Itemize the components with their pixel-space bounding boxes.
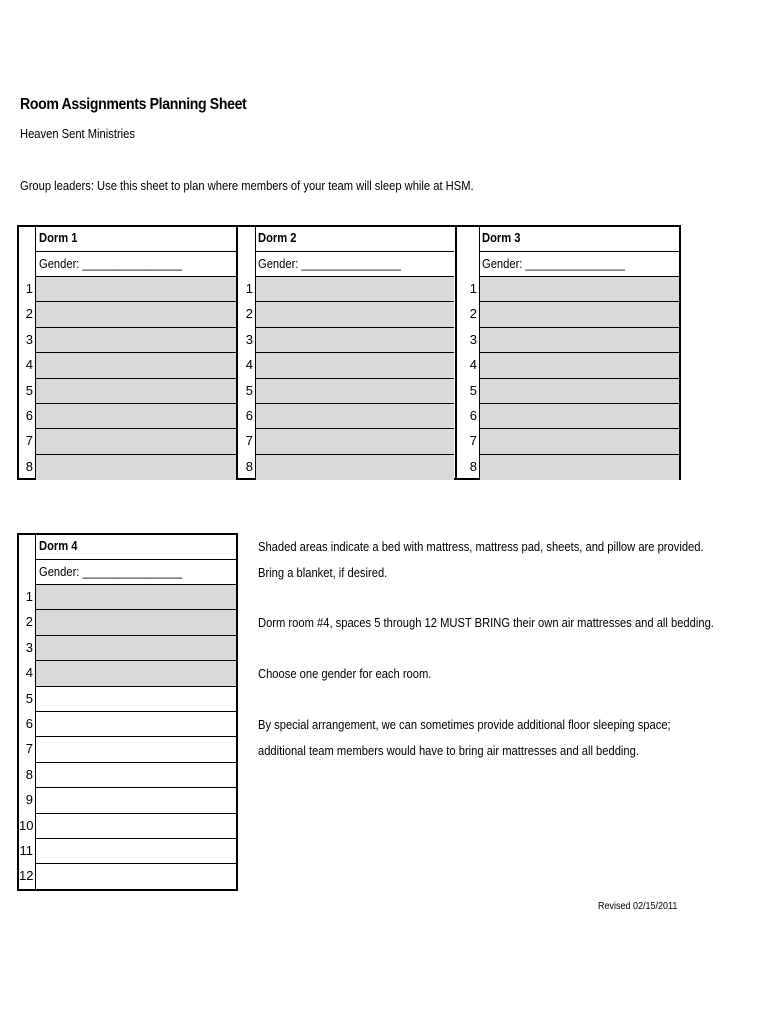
dorm-3-bed-name-field[interactable] [480,302,679,327]
dorm-4-bed-name-field[interactable] [36,763,236,788]
dorm-1-bed-number: 1 [25,281,33,296]
dorm-1-bed-name-field[interactable] [36,328,236,353]
dorm-2-bed-name-field[interactable] [256,302,454,327]
organization-name: Heaven Sent Ministries [20,126,135,141]
dorm-3-bed-name-field[interactable] [480,455,679,480]
dorm-2-bed-number: 8 [245,458,253,474]
dorm-4-number-separator [19,609,35,610]
dorm-4-bed-name-field[interactable] [36,687,236,712]
dorm-4-number-separator [19,762,35,763]
dorm-3-number-separator [457,301,479,302]
dorm-4-gender-field[interactable]: Gender: ________________ [39,564,182,579]
dorm-4-bed-number: 1 [25,589,33,604]
dorm-1-bed-number: 8 [25,458,33,474]
dorm-1-bed-name-field[interactable] [36,404,236,429]
dorm-4-bed-number: 12 [19,868,34,884]
dorm-4-bed-name-field[interactable] [36,610,236,635]
dorm-3-bed-name-field[interactable] [480,353,679,378]
note-dorm-4-bedding: Dorm room #4, spaces 5 through 12 MUST BRING their own air mattresses and all bedding. [258,615,714,630]
dorm-3-number-separator [457,403,479,404]
dorm-3-bed-number: 8 [469,458,477,474]
dorm-2-bed-number: 7 [245,433,253,449]
dorm-2-bed-name-field[interactable] [256,379,454,404]
dorm-1-number-separator [19,454,35,455]
dorm-4-gender-cell [36,560,236,585]
dorm-4-bed-name-field[interactable] [36,636,236,661]
dorm-3-name-cell [480,227,679,252]
dorm-2-bed-number: 5 [245,382,253,398]
dorm-1-bed-name-field[interactable] [36,455,236,480]
dorm-2-bed-number: 1 [245,281,253,296]
dorm-1-bed-number: 5 [25,382,33,398]
dorm-3-bed-number: 3 [469,331,477,347]
dorm-3-name: Dorm 3 [482,230,521,245]
dorm-2-number-separator [238,352,255,353]
dorm-2-number-separator [238,454,255,455]
dorm-1-number-separator [19,352,35,353]
dorm-4-name: Dorm 4 [39,538,78,553]
dorm-2-bed-name-field[interactable] [256,455,454,480]
dorm-4-bed-number: 5 [25,690,33,706]
dorm-1-number-separator [19,301,35,302]
dorm-1-name-cell [36,227,236,252]
dorm-1-bed-number: 3 [25,331,33,347]
dorm-2-number-separator [238,327,255,328]
dorm-4-number-separator [19,863,35,864]
dorm-2-name: Dorm 2 [258,230,297,245]
dorm-2-bed-name-field[interactable] [256,429,454,454]
dorm-4-number-separator [19,787,35,788]
dorm-4-number-separator [19,686,35,687]
dorm-2-bed-name-field[interactable] [256,328,454,353]
dorm-4-bed-name-field[interactable] [36,788,236,813]
dorm-3-number-separator [457,454,479,455]
dorm-4-bed-number: 8 [25,766,33,782]
dorm-3-bed-number: 2 [469,306,477,322]
dorm-1-bed-number: 4 [25,357,33,373]
dorm-3-number-separator [457,378,479,379]
dorm-4-bed-name-field[interactable] [36,585,236,610]
dorm-4-number-separator [19,838,35,839]
note-additional-members: additional team members would have to bring air mattresses and all bedding. [258,743,639,758]
dorm-4-bed-name-field[interactable] [36,712,236,737]
dorm-1-bed-name-field[interactable] [36,277,236,302]
dorm-2-number-separator [238,403,255,404]
dorm-4-number-separator [19,660,35,661]
dorm-3-gender-cell [480,252,679,277]
dorm-3-number-separator [457,428,479,429]
dorm-4-name-cell [36,535,236,560]
dorm-4-bed-name-field[interactable] [36,737,236,762]
dorm-2-number-separator [238,301,255,302]
dorm-1-number-separator [19,378,35,379]
dorm-1-number-separator [19,327,35,328]
dorm-1-number-separator [19,403,35,404]
dorm-2-bed-number: 3 [245,331,253,347]
dorm-1-number-separator [19,428,35,429]
dorm-4-bed-number: 7 [25,741,33,757]
dorm-2-number-separator [238,378,255,379]
dorm-1-bed-number: 6 [25,408,33,423]
dorm-2-bed-number: 2 [245,306,253,322]
dorm-4-bed-number: 4 [25,665,33,681]
note-one-gender: Choose one gender for each room. [258,666,432,681]
note-shaded-areas: Shaded areas indicate a bed with mattress, mattress pad, sheets, and pillow are provided. [258,539,704,554]
note-floor-space: By special arrangement, we can sometimes provide additional floor sleeping space; [258,717,671,732]
dorm-3-gender-field[interactable]: Gender: ________________ [482,256,625,271]
dorm-4-bed-number: 11 [19,843,33,858]
dorm-4-bed-number: 10 [19,817,34,833]
dorm-3-bed-name-field[interactable] [480,404,679,429]
dorm-3-bed-number: 4 [469,357,477,373]
dorm-1-bed-name-field[interactable] [36,429,236,454]
dorm-4-bed-name-field[interactable] [36,839,236,864]
dorm-1-gender-field[interactable]: Gender: ________________ [39,256,182,271]
dorm-4-bed-name-field[interactable] [36,814,236,839]
dorm-2-number-separator [238,428,255,429]
instructions-text: Group leaders: Use this sheet to plan where members of your team will sleep while at HSM. [20,178,474,193]
revision-date: Revised 02/15/2011 [598,901,678,912]
dorm-4-number-separator [19,736,35,737]
dorm-2-bed-name-field[interactable] [256,277,454,302]
dorm-1-bed-number: 2 [25,306,33,322]
dorm-3-bed-number: 5 [469,382,477,398]
dorm-4-bed-number: 3 [25,639,33,655]
dorm-4-number-separator [19,711,35,712]
dorm-2-bed-number: 4 [245,357,253,373]
dorm-2-name-cell [256,227,454,252]
dorm-2-bed-name-field[interactable] [256,404,454,429]
dorm-1-bed-number: 7 [25,433,33,449]
dorm-3-bed-name-field[interactable] [480,277,679,302]
dorm-4-bed-number: 2 [25,614,33,630]
dorm-2-gender-cell [256,252,454,277]
dorm-1-bed-name-field[interactable] [36,302,236,327]
dorm-3-bed-number: 1 [469,281,477,296]
dorm-3-bed-name-field[interactable] [480,328,679,353]
dorm-1-gender-cell [36,252,236,277]
dorm-4-bed-number: 9 [25,792,33,808]
dorm-3-number-separator [457,352,479,353]
dorm-2-gender-field[interactable]: Gender: ________________ [258,256,401,271]
dorm-2-bed-name-field[interactable] [256,353,454,378]
page-title: Room Assignments Planning Sheet [20,96,247,113]
dorm-4-bed-number: 6 [25,716,33,731]
dorm-1-bed-name-field[interactable] [36,353,236,378]
dorm-4-bed-name-field[interactable] [36,864,236,889]
dorm-3-bed-number: 6 [469,408,477,423]
dorm-3-bed-name-field[interactable] [480,379,679,404]
note-bring-blanket: Bring a blanket, if desired. [258,565,388,580]
dorm-3-bed-name-field[interactable] [480,429,679,454]
dorm-1-name: Dorm 1 [39,230,78,245]
dorm-4-bed-name-field[interactable] [36,661,236,686]
dorm-4-number-separator [19,635,35,636]
dorm-3-bed-number: 7 [469,433,477,449]
dorm-2-bed-number: 6 [245,408,253,423]
dorm-3-number-separator [457,327,479,328]
dorm-4-number-separator [19,813,35,814]
dorm-1-bed-name-field[interactable] [36,379,236,404]
